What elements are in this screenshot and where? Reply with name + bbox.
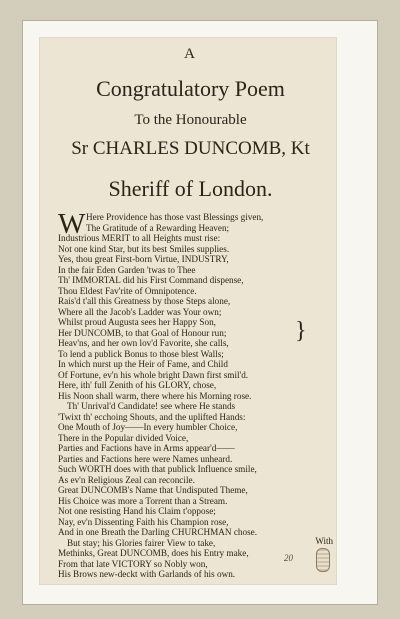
- poem-line: Thou Eldest Fav'rite of Omnipotence.: [58, 285, 197, 296]
- poem-line: His Noon shall warm, there where his Morning rose.: [58, 390, 252, 401]
- poem-line: Parties and Factions have in Arms appear'd——: [58, 443, 235, 453]
- title-main: Congratulatory Poem: [96, 76, 285, 101]
- poem-line: Methinks, Great DUNCOMB, does his Entry make,: [58, 548, 249, 558]
- poem-line: His Brows new-deckt with Garlands of his own.: [58, 569, 236, 579]
- manuscript-note: 20: [284, 553, 293, 563]
- poem-line: Not one kind Star, but its best Smiles supplies.: [58, 243, 230, 254]
- poem-line: In which nurst up the Heir of Fame, and Child: [58, 359, 228, 369]
- poem-line: Th' Unrival'd Candidate! see where He stands: [67, 401, 236, 411]
- library-stamp: [316, 548, 330, 572]
- poem-line: In the fair Eden Garden 'twas to Thee: [58, 264, 196, 275]
- poem-line: Her DUNCOMB, to that Goal of Honour run;: [58, 327, 227, 338]
- title-honoree: Sr CHARLES DUNCOMB, Kt: [71, 138, 310, 159]
- poem-line: Nay, ev'n Dissenting Faith his Champion rose,: [58, 516, 229, 527]
- catchword: With: [315, 536, 333, 546]
- drop-cap: W: [58, 208, 86, 240]
- poem-line: Parties and Factions here were Names unheard.: [58, 453, 233, 464]
- poem-line: One Mouth of Joy——In every humbler Choice,: [58, 422, 238, 432]
- poem-line: Here, ith' full Zenith of his GLORY, chose,: [58, 380, 217, 390]
- poem-line: Yes, thou great First-born Virtue, INDUSTRY,: [58, 254, 229, 264]
- poem-line: Such WORTH does with that publick Influence smile,: [58, 464, 257, 474]
- poem-line: To lend a publick Bonus to those blest Walls;: [58, 348, 224, 359]
- poem-line: But stay; his Glories fairer View to take,: [67, 537, 216, 548]
- poem-line: From that late VICTORY so Nobly won,: [58, 558, 208, 569]
- triplet-brace: }: [295, 318, 307, 344]
- poem-line: There in the Popular divided Voice,: [58, 432, 189, 443]
- poem-line: 'Twixt th' ecchoing Shouts, and the uplifted Hands:: [58, 411, 246, 422]
- title-dedication: To the Honourable: [134, 112, 247, 128]
- poem-body: [58, 208, 323, 580]
- poem-line: Th' IMMORTAL did his First Command dispense,: [58, 275, 244, 285]
- poem-line: Where all the Jacob's Ladder was Your own;: [58, 306, 222, 317]
- poem-line: Industrious MERIT to all Heights must rise:: [58, 233, 221, 243]
- title-article: A: [184, 46, 197, 62]
- poem-line: The Gratitude of a Rewarding Heaven;: [86, 222, 230, 233]
- title-office: Sheriff of London.: [108, 176, 273, 201]
- poem-line: Not one resisting Hand his Claim t'oppose;: [58, 506, 216, 516]
- poem-line: Here Providence has those vast Blessings given,: [86, 212, 264, 222]
- poem-line: Great DUNCOMB's Name that Undisputed Theme,: [58, 485, 248, 495]
- poem-line: Rais'd t'all this Greatness by those Steps alone,: [58, 296, 231, 306]
- poem-line: His Choice was more a Torrent than a Stream.: [58, 495, 228, 506]
- poem-line: Heav'ns, and her own lov'd Favorite, she calls,: [58, 338, 229, 348]
- poem-line: As ev'n Religious Zeal can reconcile.: [58, 474, 195, 485]
- poem-line: Of Fortune, ev'n his whole bright Dawn first smil'd.: [58, 369, 249, 380]
- poem-line: Whilst proud Augusta sees her Happy Son,: [58, 317, 216, 327]
- broadside-content: [58, 45, 323, 580]
- broadside-sheet: [40, 38, 336, 584]
- poem-line: And in one Breath the Darling CHURCHMAN chose.: [58, 527, 258, 537]
